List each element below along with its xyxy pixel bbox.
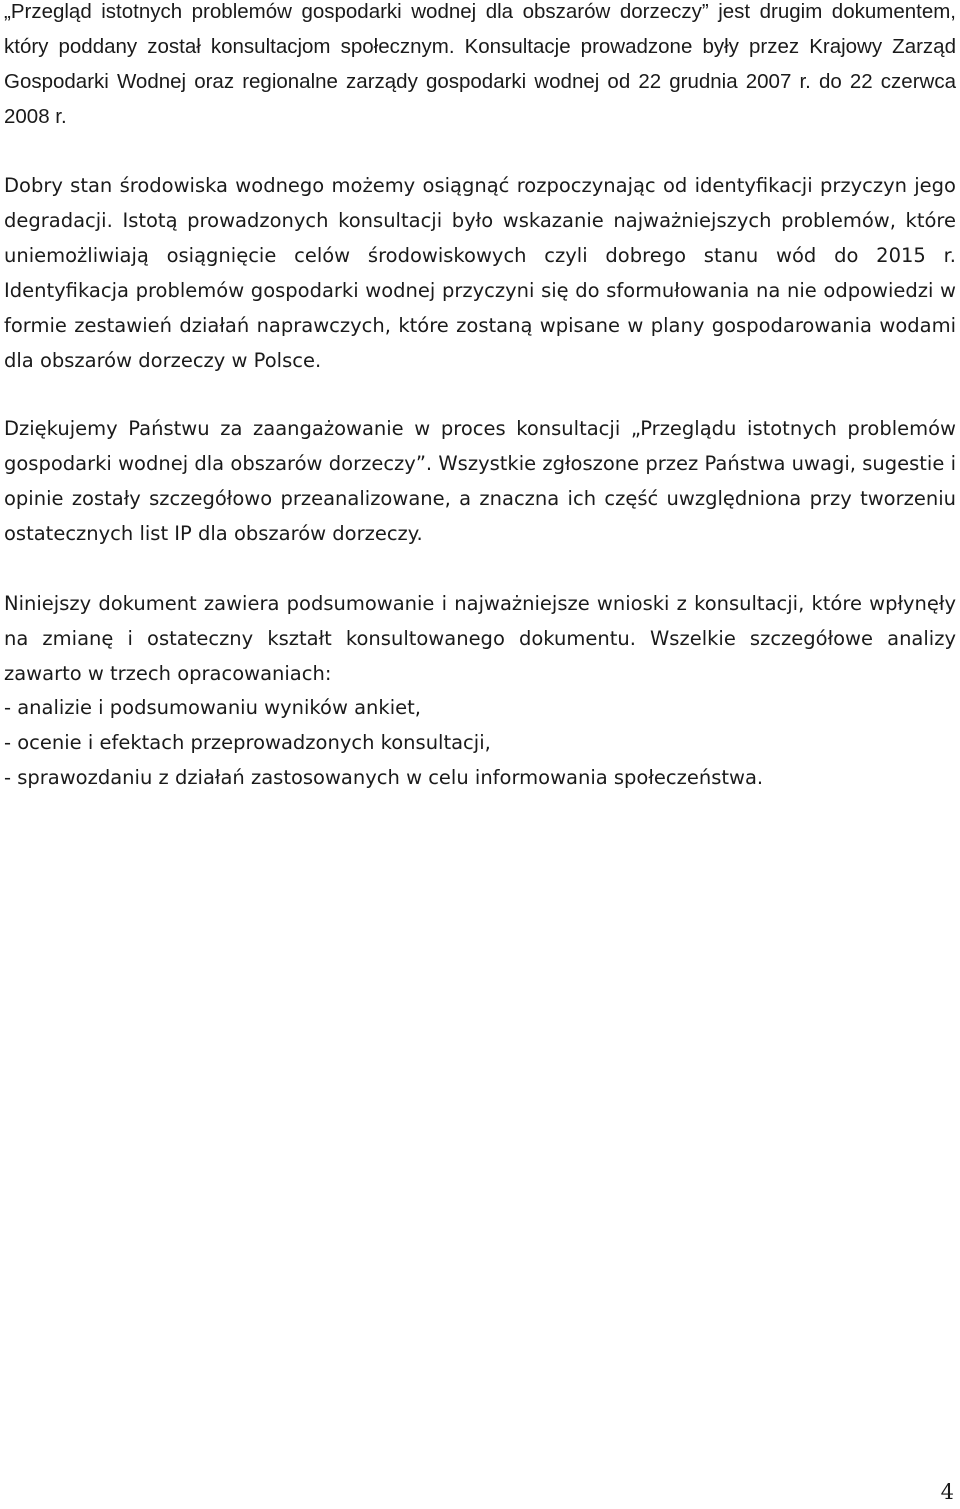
intro-paragraph: „Przegląd istotnych problemów gospodarki wodnej dla obszarów dorzeczy” jest drugim dokumentem, który poddany został konsultacjom społecznym. Konsultacje prowadzone były przez Krajowy Zarząd Gospodarki Wodnej oraz regionalne zarządy gospodarki wodnej od 22 grudnia 2007 r. do 22 czerwca 2008 r.	[4, 0, 956, 128]
degradation-paragraph: Dobry stan środowiska wodnego możemy osiągnąć rozpoczynając od identyfikacji przyczyn jego degradacji. Istotą prowadzonych konsultacji było wskazanie najważniejszych problemów, które uniemożliwiają osiągnięcie celów środowiskowych czyli dobrego stanu wód do 2015 r. Identyfikacja problemów gospodarki wodnej przyczyni się do sformułowania na nie odpowiedzi w formie zestawień działań naprawczych, które zostaną wpisane w plany gospodarowania wodami dla obszarów dorzeczy w Polsce.	[4, 174, 956, 372]
summary-paragraph: Niniejszy dokument zawiera podsumowanie i najważniejsze wnioski z konsultacji, które wpłynęły na zmianę i ostateczny kształt konsultowanego dokumentu. Wszelkie szczegółowe analizy zawarto w trzech opracowaniach:	[4, 592, 956, 685]
page-number: 4	[940, 1480, 954, 1504]
list-item: - analizie i podsumowaniu wyników ankiet,	[4, 696, 421, 719]
list-item: - ocenie i efektach przeprowadzonych konsultacji,	[4, 731, 491, 754]
thanks-paragraph: Dziękujemy Państwu za zaangażowanie w proces konsultacji „Przeglądu istotnych problemów gospodarki wodnej dla obszarów dorzeczy”. Wszystkie zgłoszone przez Państwa uwagi, sugestie i opinie zostały szczegółowo przeanalizowane, a znaczna ich część uwzględniona przy tworzeniu ostatecznych list IP dla obszarów dorzeczy.	[4, 417, 956, 545]
analyses-list	[4, 690, 763, 795]
list-item: - sprawozdaniu z działań zastosowanych w celu informowania społeczeństwa.	[4, 766, 764, 789]
